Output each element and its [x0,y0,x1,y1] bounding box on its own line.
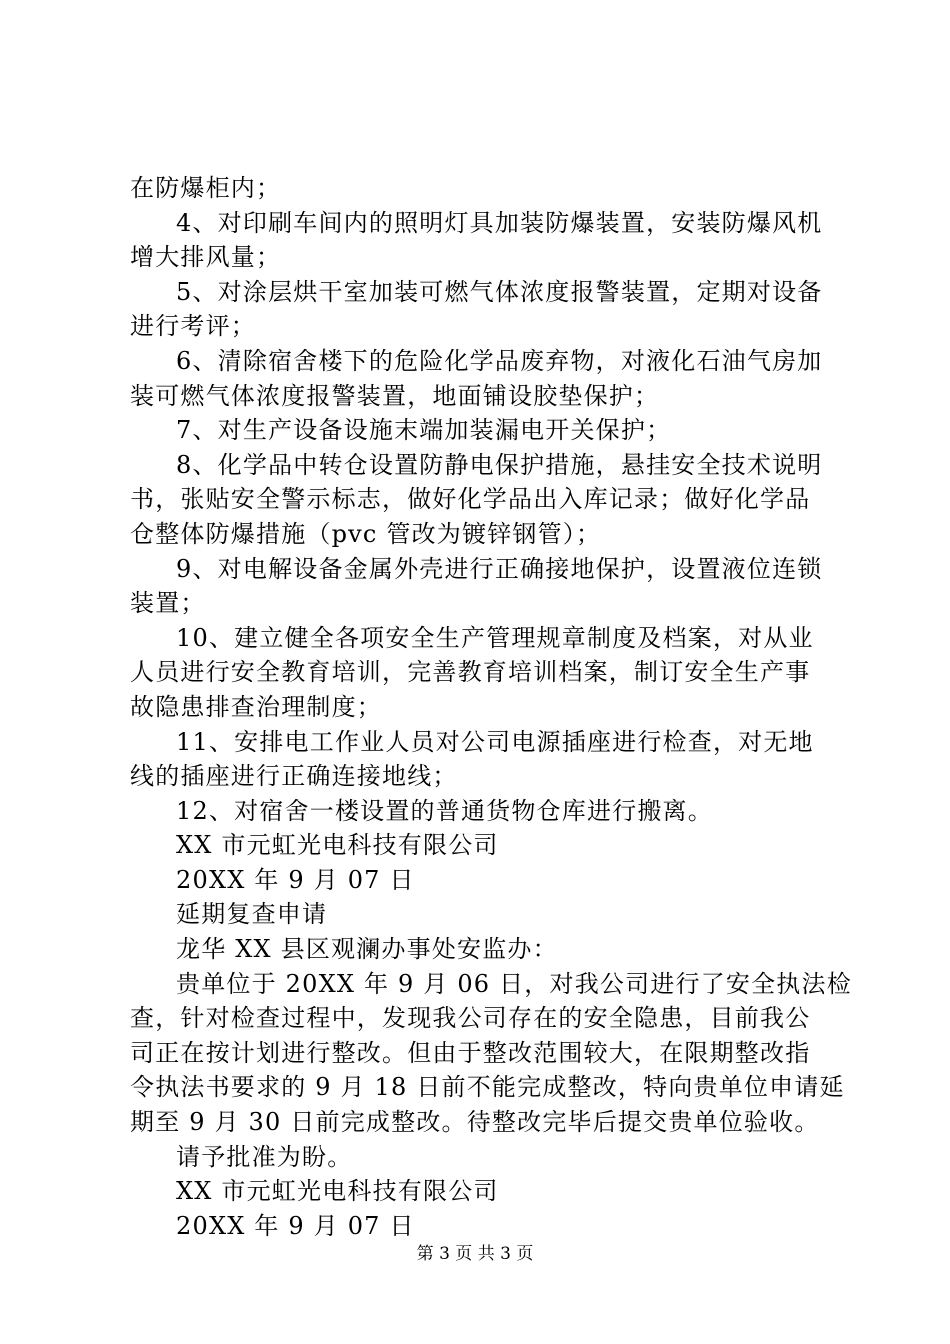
text-line: 装置； [130,589,206,618]
text-line: 人员进行安全教育培训，完善教育培训档案，制订安全生产事 [130,658,811,687]
text-line: 请予批准为盼。 [176,1142,353,1171]
page-footer: 第 3 页 共 3 页 [416,1244,534,1264]
text-line: 书，张贴安全警示标志，做好化学品出入库记录；做好化学品 [130,485,811,514]
text-line: 11、安排电工作业人员对公司电源插座进行检查，对无地 [176,727,814,756]
text-line: 4、对印刷车间内的照明灯具加装防爆装置，安装防爆风机 [176,208,823,237]
text-line: 龙华 XX 县区观澜办事处安监办： [176,935,558,964]
text-line: 9、对电解设备金属外壳进行正确接地保护，设置液位连锁 [176,554,823,583]
text-line: 查，针对检查过程中，发现我公司存在的安全隐患，目前我公 [130,1004,811,1033]
text-line: XX 市元虹光电科技有限公司 [176,831,499,860]
text-line: 司正在按计划进行整改。但由于整改范围较大，在限期整改指 [130,1038,811,1067]
text-line: 装可燃气体浓度报警装置，地面铺设胶垫保护； [130,381,660,410]
document-body [130,171,852,1243]
text-line: 贵单位于 20XX 年 9 月 06 日，对我公司进行了安全执法检 [176,969,852,998]
text-line: 令执法书要求的 9 月 18 日前不能完成整改，特向贵单位申请延 [130,1073,845,1102]
text-line: 10、建立健全各项安全生产管理规章制度及档案，对从业 [176,623,814,652]
text-line: 7、对生产设备设施末端加装漏电开关保护； [176,416,672,445]
text-line: 增大排风量； [130,243,282,272]
text-line: 12、对宿舍一楼设置的普通货物仓库进行搬离。 [176,796,713,825]
text-line: 期至 9 月 30 日前完成整改。待整改完毕后提交贵单位验收。 [130,1108,820,1137]
text-line: XX 市元虹光电科技有限公司 [176,1177,499,1206]
text-line: 8、化学品中转仓设置防静电保护措施，悬挂安全技术说明 [176,450,823,479]
text-line: 故隐患排查治理制度； [130,692,382,721]
text-line: 5、对涂层烘干室加装可燃气体浓度报警装置，定期对设备 [176,277,823,306]
text-line: 20XX 年 9 月 07 日 [176,1211,415,1240]
text-line: 延期复查申请 [176,900,328,929]
text-line: 线的插座进行正确连接地线； [130,762,458,791]
text-line: 在防爆柜内； [130,174,282,202]
text-line: 20XX 年 9 月 07 日 [176,865,415,894]
text-line: 6、清除宿舍楼下的危险化学品废弃物，对液化石油气房加 [176,346,823,375]
text-line: 进行考评； [130,312,256,341]
text-line: 仓整体防爆措施（pvc 管改为镀锌钢管）； [130,519,602,548]
